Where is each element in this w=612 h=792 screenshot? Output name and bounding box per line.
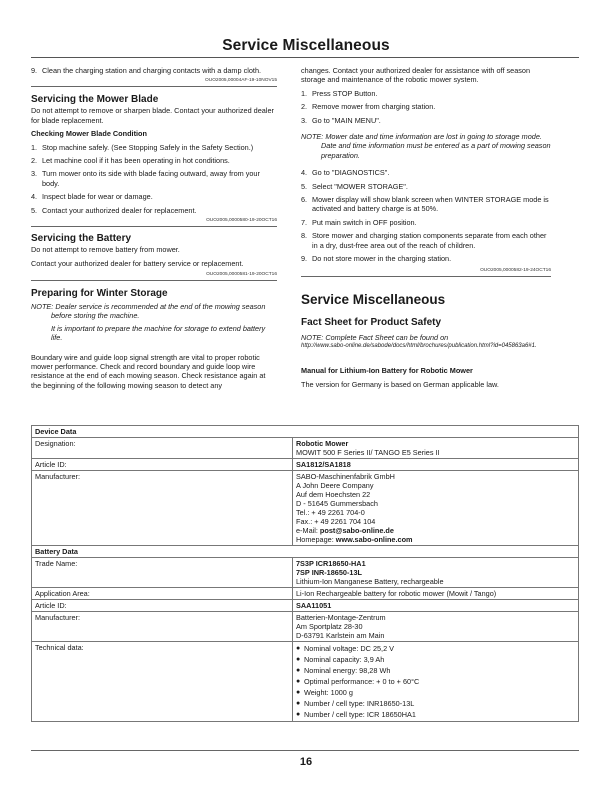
product-data-table xyxy=(31,425,579,722)
table-row: Manufacturer: SABO-Maschinenfabrik GmbH A John Deere Company Auf dem Hoechsten 22 D - 51645 Gummersbach Tel.: + 49 2261 704-0 Fax.: + 49 2261 704 104 e-Mail: post@sabo-online.de Homepage: www.sabo-online.com xyxy=(32,471,579,546)
footer-rule xyxy=(31,750,579,751)
table-row: Article ID: SA1812/SA1818 xyxy=(32,459,579,471)
storage-steps-b xyxy=(301,168,551,263)
winter-paragraph: Boundary wire and guide loop signal strength are vital to proper robotic mower performance. Check and record boundary and guide loop wire resistance at the end of each mowing season. Check resistance again at the beginning of the following mowing season to detect any xyxy=(31,352,266,390)
list-item: 2. Let machine cool if it has been operating in hot conditions. xyxy=(31,156,230,166)
list-item: 6. Mower display will show blank screen when WINTER STORAGE mode is activated and battery charge is at 50%. xyxy=(301,195,549,214)
technical-data-list xyxy=(296,643,575,720)
list-item: 4. Inspect blade for wear or damage. xyxy=(31,192,153,202)
table-row: Designation: Robotic Mower MOWIT 500 F Series II/ TANGO E5 Series II xyxy=(32,438,579,459)
winter-paragraph-continued: changes. Contact your authorized dealer for assistance with off season storage and maintenance of the robotic mower system. xyxy=(301,66,531,85)
list-item: 4. Go to "DIAGNOSTICS". xyxy=(301,168,390,178)
list-item: ● Weight: 1000 g xyxy=(296,688,353,697)
list-item: ● Optimal performance: + 0 to + 60°C xyxy=(296,677,420,686)
title-rule xyxy=(31,57,579,58)
subheading-battery-manual: Manual for Lithium-Ion Battery for Robotic Mower xyxy=(301,366,473,376)
homepage-link[interactable]: www.sabo-online.com xyxy=(335,535,413,544)
section-divider xyxy=(31,280,277,281)
list-item: 1. Stop machine safely. (See Stopping Safely in the Safety Section.) xyxy=(31,142,254,152)
table-row: Manufacturer: Batterien-Montage-Zentrum Am Sportplatz 28-30 D-63791 Karlstein am Main xyxy=(32,612,579,642)
page-number: 16 xyxy=(299,756,313,768)
page-title: Service Miscellaneous xyxy=(222,37,390,54)
blade-steps xyxy=(31,143,277,215)
list-item: 3. Go to "MAIN MENU". xyxy=(301,115,381,125)
section-heading-battery: Servicing the Battery xyxy=(31,233,132,245)
list-item: 9. Do not store mower in the charging station. xyxy=(301,254,452,264)
list-item: ● Nominal voltage: DC 25,2 V xyxy=(296,644,395,653)
section-heading-blade: Servicing the Mower Blade xyxy=(31,94,159,106)
list-item: ● Number / cell type: INR18650-13L xyxy=(296,699,415,708)
table-row: Trade Name: 7S3P ICR18650-HA1 7SP INR-18650-13L Lithium-Ion Manganese Battery, rechargeable xyxy=(32,558,579,588)
battery-text-2: Contact your authorized dealer for battery service or replacement. xyxy=(31,259,244,269)
section-heading-service: Service Miscellaneous xyxy=(301,291,446,307)
table-row: Technical data: ● Nominal voltage: DC 25,2 V ● Nominal capacity: 3,9 Ah ● Nominal energy: 98,28 Wh ● Optimal performance: + 0 to + 60°C ● Weight: 1000 g ● Number / cell type: INR18650-13L ● Number / cell type: ICR 18650HA1 xyxy=(32,642,579,722)
storage-steps-a xyxy=(301,89,551,125)
winter-note-2: It is important to prepare the machine for storage to extend battery life. xyxy=(51,323,266,343)
section-divider xyxy=(31,226,277,227)
winter-note-1: NOTE: Dealer service is recommended at the end of the mowing season before storing the machine. xyxy=(31,301,266,321)
list-item: 2. Remove mower from charging station. xyxy=(301,102,436,112)
list-item: ● Nominal capacity: 3,9 Ah xyxy=(296,655,385,664)
section-divider xyxy=(31,86,277,87)
reference-code: OUO2005,0000581-19-20OCT16 xyxy=(206,271,277,277)
list-item: 5. Select "MOWER STORAGE". xyxy=(301,181,408,191)
list-item: 8. Store mower and charging station components separate from each other in a dry, dust-free area out of the reach of children. xyxy=(301,231,547,250)
fact-note: NOTE: Complete Fact Sheet can be found on xyxy=(301,332,449,342)
section-heading-fact-sheet: Fact Sheet for Product Safety xyxy=(301,316,442,328)
email-link[interactable]: post@sabo-online.de xyxy=(319,526,394,535)
storage-note: NOTE: Mower date and time information are lost in going to storage mode. Date and time information must be entered as a part of mowing season preparation. xyxy=(301,132,551,160)
table-row: Device Data xyxy=(32,426,579,438)
table-row: Application Area: Li-Ion Rechargeable battery for robotic mower (Mowit / Tango) xyxy=(32,588,579,600)
section-heading-winter: Preparing for Winter Storage xyxy=(31,287,168,299)
list-item: 5. Contact your authorized dealer for replacement. xyxy=(31,205,197,215)
right-column xyxy=(301,66,551,389)
manual-text: The version for Germany is based on German applicable law. xyxy=(301,379,499,389)
section-divider xyxy=(301,276,551,277)
list-item: ● Number / cell type: ICR 18650HA1 xyxy=(296,710,416,719)
blade-intro: Do not attempt to remove or sharpen blade. Contact your authorized dealer for blade replacement. xyxy=(31,106,274,125)
list-item: 1. Press STOP Button. xyxy=(301,88,378,98)
list-item: 3. Turn mower onto its side with blade facing outward, away from your body. xyxy=(31,169,260,188)
table-row: Battery Data xyxy=(32,546,579,558)
left-column xyxy=(31,66,277,390)
fact-sheet-url[interactable]: http://www.sabo-online.de/sabode/docs/html/brochures/publication.html?id=045863a6#1. xyxy=(301,342,537,349)
battery-text-1: Do not attempt to remove battery from mower. xyxy=(31,245,180,255)
subheading-blade-check: Checking Mower Blade Condition xyxy=(31,129,147,139)
reference-code: OUO2005,00004AF-19-10NOV15 xyxy=(205,78,277,84)
table-row: Article ID: SAA11051 xyxy=(32,600,579,612)
reference-code: OUO2005,0000580-19-20OCT16 xyxy=(206,218,277,224)
list-item: ● Nominal energy: 98,28 Wh xyxy=(296,666,391,675)
list-item: 9. Clean the charging station and charging contacts with a damp cloth. xyxy=(31,66,262,75)
reference-code: OUO2005,0000582-19-24OCT16 xyxy=(480,267,551,273)
list-item: 7. Put main switch in OFF position. xyxy=(301,217,417,227)
